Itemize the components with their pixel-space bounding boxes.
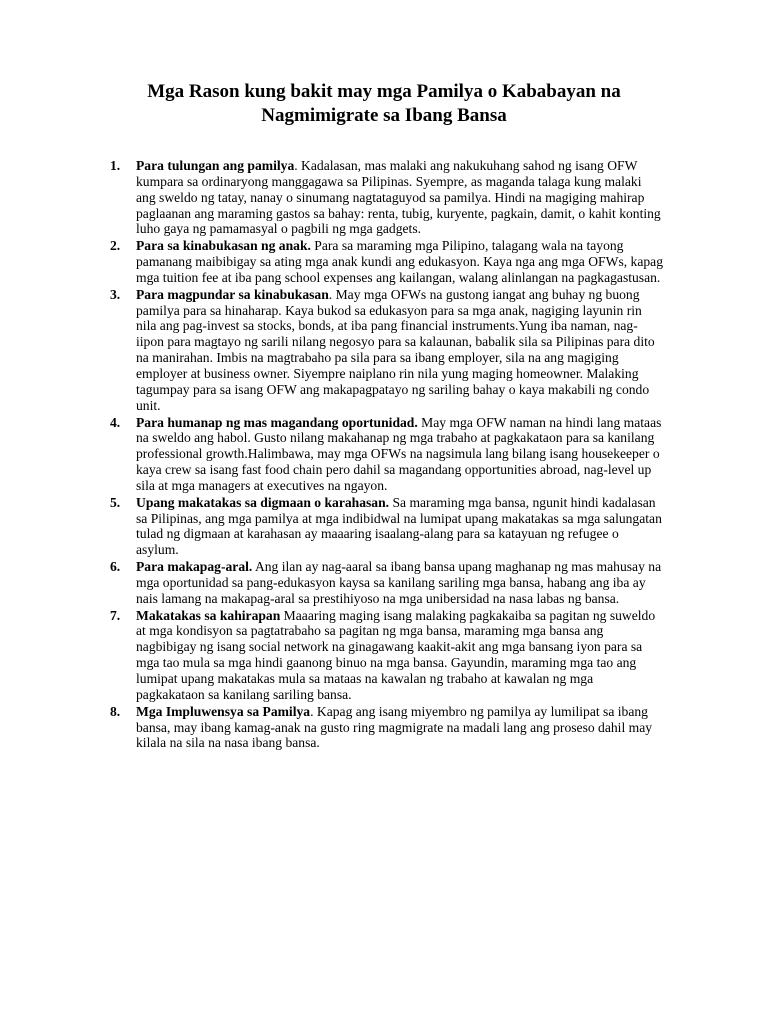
item-heading: Para humanap ng mas magandang oportunidad. — [136, 414, 418, 430]
item-body: Para sa maraming mga Pilipino, talagang wala na tayong pamanang maibibigay sa ating mga anak kundi ang edukasyon. Kaya nga ang mga OFWs, kapag mga tuition fee at iba pang school expenses ang kailangan, walang alinlangan na pagkagastusan. — [136, 238, 663, 285]
item-body: . Kadalasan, mas malaki ang nakukuhang sahod ng isang OFW kumpara sa ordinaryong manggagawa sa Pilipinas. Syempre, as maganda talaga kung malaki ang sweldo ng tatay, nanay o sinumang nagtataguyod sa pamilya. Hindi na magiging mahirap paglaanan ang maraming gastos sa bahay: renta, tubig, kuryente, pagkain, damit, o kahit konting luho gaya ng pamamasyal o pagbili ng mga gadgets. — [136, 158, 661, 237]
item-number: 1. — [110, 158, 121, 173]
reasons-list — [104, 158, 664, 752]
item-body: . Kapag ang isang miyembro ng pamilya ay lumilipat sa ibang bansa, may ibang kamag-anak na gusto ring magmigrate na madali lang ang proseso dahil may kilala na sila na nasa ibang bansa. — [136, 703, 653, 751]
list-item — [104, 415, 664, 494]
item-number: 3. — [110, 286, 121, 302]
item-body: May mga OFW naman na hindi lang mataas na sweldo ang habol. Gusto nilang makahanap ng mga trabaho at pagkakataon para sa kanilang professional growth.Halimbawa, may mga OFWs na nagsimula lang bilang isang housekeeper o kaya crew sa isang fast food chain pero dahil sa magandang opportunities abroad, nag-level up sila at mga managers at executives na ngayon. — [136, 414, 662, 493]
item-body: Sa maraming mga bansa, ngunit hindi kadalasan sa Pilipinas, ang mga pamilya at mga indibidwal na lumipat upang makatakas sa mga salungatan tulad ng digmaan at karahasan ay maaaring isaalang-alang para sa katayuan ng refugee o asylum. — [136, 494, 662, 558]
document-title — [100, 80, 668, 128]
title-line-1: Mga Rason kung bakit may mga Pamilya o Kababayan na — [147, 81, 621, 102]
item-heading: Makatakas sa kahirapan — [136, 607, 281, 623]
item-body: Maaaring maging isang malaking pagkakaiba sa pagitan ng suweldo at mga kondisyon sa pagtatrabaho sa pagitan ng mga bansa, maraming mga bansa ang nagbibigay ng isang social network na ginagawang kaakit-akit ang mga bansang iyon para sa mga tao mula sa mga hindi gaanong binuo na mga bansa. Gayundin, maraming mga tao ang lumipat upang makatakas mula sa mataas na kawalan ng trabaho at kawalan ng mga pagkakataon sa kanilang sariling bansa. — [136, 607, 656, 702]
item-heading: Upang makatakas sa digmaan o karahasan. — [136, 494, 390, 510]
list-item — [104, 559, 664, 607]
item-number: 2. — [110, 238, 121, 254]
item-number: 7. — [110, 607, 121, 623]
item-number: 5. — [110, 494, 121, 510]
list-item — [104, 704, 664, 752]
item-heading: Para magpundar sa kinabukasan — [136, 286, 329, 302]
item-number: 4. — [110, 414, 121, 430]
item-heading: Para tulungan ang pamilya — [136, 158, 295, 173]
list-item — [104, 158, 664, 237]
list-item — [104, 608, 664, 703]
list-item — [104, 238, 664, 286]
item-body: Ang ilan ay nag-aaral sa ibang bansa upang maghanap ng mas mahusay na mga oportunidad sa pang-edukasyon kaysa sa kanilang sariling mga bansa, habang ang iba ay nais lamang na makapag-aral sa prestihiyoso na mga unibersidad na nasa labas ng bansa. — [136, 559, 662, 606]
list-item — [104, 495, 664, 558]
list-item — [104, 287, 664, 414]
item-heading: Para makapag-aral. — [136, 559, 253, 575]
item-number: 6. — [110, 559, 121, 575]
item-number: 8. — [110, 703, 121, 719]
item-body: . May mga OFWs na gustong iangat ang buhay ng buong pamilya para sa hinaharap. Kaya bukod sa edukasyon para sa mga anak, nagiging layunin rin nila ang pag-invest sa stocks, bonds, at iba pang financial instruments.Yung iba naman, nag-iipon para magtayo ng sarili nilang negosyo para sa kalaunan, babalik sila sa Pilipinas para dito na manirahan. Imbis na magtrabaho pa sila para sa ibang employer, sila na ang magiging employer at business owner. Siyempre naiplano rin nila yung maging homeowner. Malaking tagumpay para sa isang OFW ang makapagpatayo ng sariling bahay o kaya makabili ng condo unit. — [136, 286, 655, 413]
title-line-2: Nagmimigrate sa Ibang Bansa — [261, 105, 507, 126]
item-heading: Mga Impluwensya sa Pamilya — [136, 703, 311, 719]
item-heading: Para sa kinabukasan ng anak. — [136, 238, 311, 254]
